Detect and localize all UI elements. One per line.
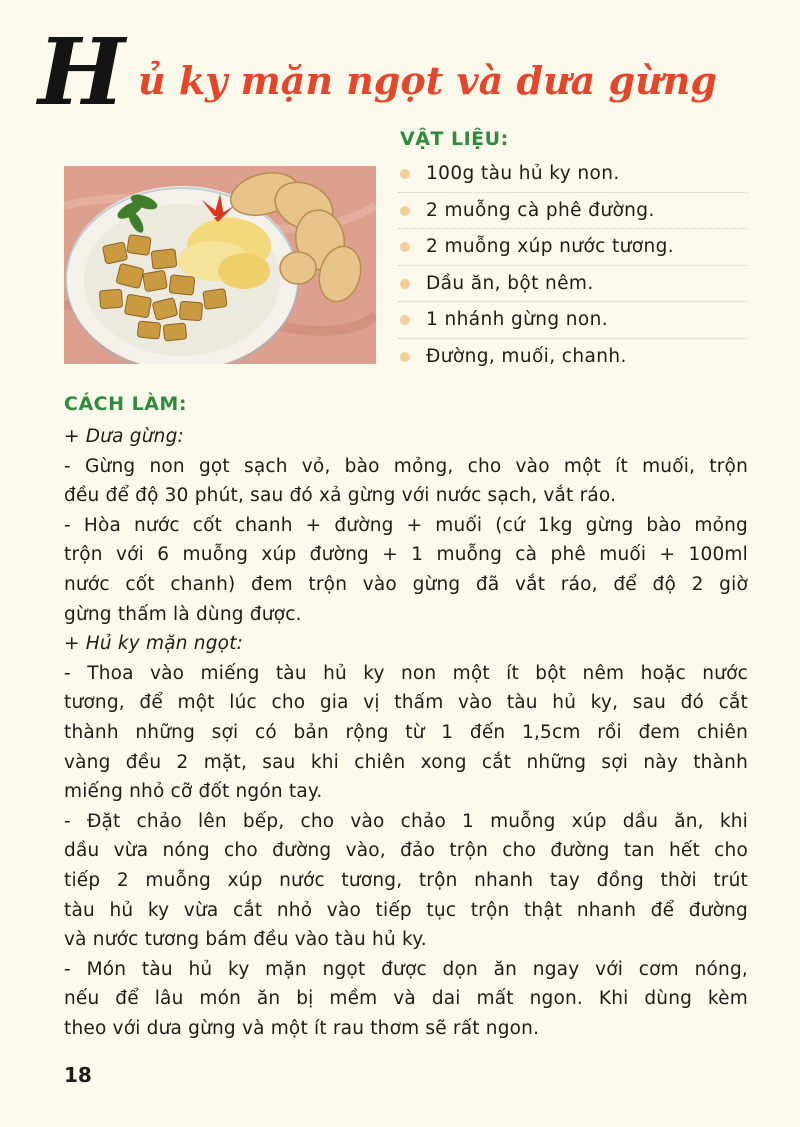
ingredients-heading: VẬT LIỆU: (400, 128, 509, 150)
method-text (64, 422, 748, 1043)
method-subheading: + Hủ ky mặn ngọt: (64, 633, 244, 655)
method-line: tiếp 2 muỗng xúp nước tương, trộn nhanh tay đồng thời trút (64, 869, 748, 891)
ingredient-item: 2 muỗng xúp nước tương. (398, 229, 748, 266)
ingredient-item: 1 nhánh gừng non. (398, 302, 748, 339)
dish-illustration (64, 166, 376, 364)
recipe-title (38, 18, 778, 126)
title-drop-cap: H (38, 18, 123, 126)
method-line: gừng thấm là dùng được. (64, 603, 302, 625)
ingredients-list (398, 156, 748, 374)
method-line: thành những sợi có bản rộng từ 1 đến 1,5cm rồi đem chiên (64, 721, 748, 743)
method-line: đều để độ 30 phút, sau đó xả gừng với nước sạch, vắt ráo. (64, 485, 617, 507)
method-line: và nước tương bám đều vào tàu hủ ky. (64, 929, 427, 951)
method-subheading: + Dưa gừng: (64, 426, 184, 447)
ingredient-item: Dầu ăn, bột nêm. (398, 266, 748, 303)
ingredient-item: 100g tàu hủ ky non. (398, 156, 748, 193)
bullet-dot-icon (400, 242, 410, 252)
dish-photo (64, 166, 376, 364)
bullet-dot-icon (400, 352, 410, 362)
method-line: miếng nhỏ cỡ đốt ngón tay. (64, 781, 323, 803)
ingredient-item: 2 muỗng cà phê đường. (398, 193, 748, 230)
method-line: trộn với 6 muỗng xúp đường + 1 muỗng cà phê muối + 100ml (64, 544, 748, 566)
bullet-dot-icon (400, 206, 410, 216)
method-line: - Đặt chảo lên bếp, cho vào chảo 1 muỗng xúp dầu ăn, khi (64, 810, 748, 832)
method-line: - Món tàu hủ ky mặn ngọt được dọn ăn ngay với cơm nóng, (64, 958, 748, 980)
bullet-dot-icon (400, 315, 410, 325)
method-line: - Gừng non gọt sạch vỏ, bào mỏng, cho vào một ít muối, trộn (64, 455, 748, 477)
method-line: nước cốt chanh) đem trộn vào gừng đã vắt ráo, để độ 2 giờ (64, 573, 748, 595)
method-line: dầu vừa nóng cho đường vào, đảo trộn cho đường tan hết cho (64, 840, 748, 862)
title-text: ủ ky mặn ngọt và dưa gừng (138, 58, 717, 103)
method-line: - Hòa nước cốt chanh + đường + muối (cứ 1kg gừng bào mỏng (64, 514, 748, 536)
method-line: vàng đều 2 mặt, sau khi chiên xong cắt những sợi này thành (64, 751, 748, 773)
method-line: tàu hủ ky vừa cắt nhỏ vào tiếp tục trộn thật nhanh để đường (64, 899, 748, 921)
ingredient-item: Đường, muối, chanh. (398, 339, 748, 375)
method-line: theo với dưa gừng và một ít rau thơm sẽ rất ngon. (64, 1017, 540, 1039)
bullet-dot-icon (400, 169, 410, 179)
page-number: 18 (64, 1063, 92, 1087)
method-line: nếu để lâu món ăn bị mềm và dai mất ngon. Khi dùng kèm (64, 988, 748, 1010)
method-heading: CÁCH LÀM: (64, 393, 187, 415)
method-line: - Thoa vào miếng tàu hủ ky non một ít bột nêm hoặc nước (64, 662, 748, 684)
bullet-dot-icon (400, 279, 410, 289)
method-line: tương, để một lúc cho gia vị thấm vào tàu hủ ky, sau đó cắt (64, 692, 748, 714)
